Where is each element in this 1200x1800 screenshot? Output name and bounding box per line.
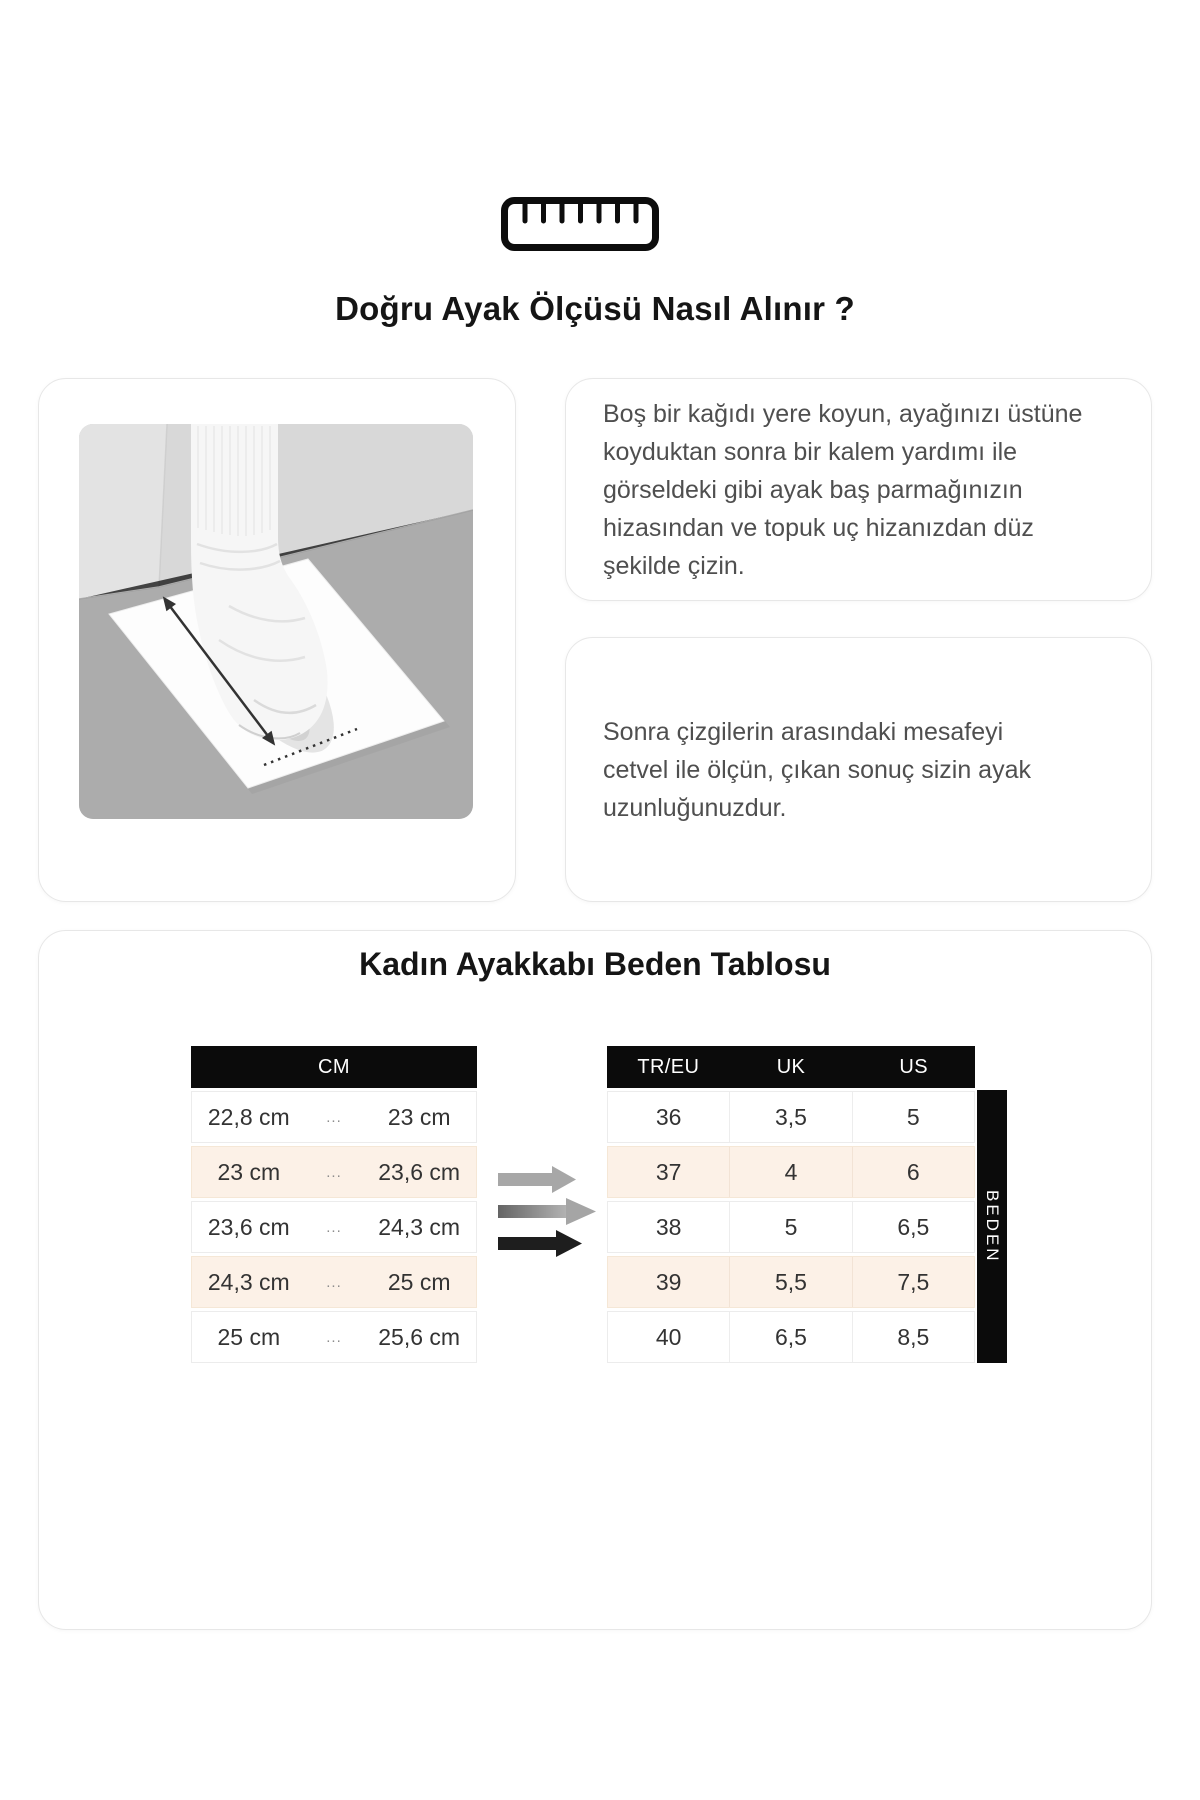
us-cell: 5 bbox=[852, 1092, 974, 1142]
cm-from-cell: 22,8 cm bbox=[207, 1103, 290, 1130]
instruction-box-1 bbox=[565, 378, 1152, 601]
table-row bbox=[607, 1201, 975, 1253]
instruction-line: cetvel ile ölçün, çıkan sonuç sizin ayak bbox=[603, 755, 1031, 784]
cm-to-cell: 23,6 cm bbox=[378, 1158, 461, 1185]
size-table-title: Kadın Ayakkabı Beden Tablosu bbox=[359, 946, 831, 982]
size-table-header-row bbox=[607, 1046, 975, 1088]
instruction-line: uzunluğunuzdur. bbox=[603, 793, 787, 822]
table-row bbox=[607, 1146, 975, 1198]
table-row bbox=[191, 1256, 477, 1308]
us-cell: 6,5 bbox=[852, 1202, 974, 1252]
column-header-tr-eu: TR/EU bbox=[637, 1055, 700, 1078]
size-conversion-table bbox=[607, 1046, 975, 1363]
range-separator: ... bbox=[326, 1108, 342, 1126]
table-row bbox=[191, 1311, 477, 1363]
uk-cell: 6,5 bbox=[729, 1312, 851, 1362]
instruction-box-2 bbox=[565, 637, 1152, 902]
column-header-uk: UK bbox=[776, 1055, 806, 1078]
arrow-dark bbox=[498, 1230, 582, 1257]
range-separator: ... bbox=[326, 1163, 342, 1181]
beden-label: BEDEN bbox=[983, 1189, 1002, 1264]
cm-table-header bbox=[191, 1046, 477, 1088]
arrow-light bbox=[498, 1166, 576, 1193]
cm-to-cell: 25 cm bbox=[387, 1268, 451, 1295]
instruction-line: görseldeki gibi ayak baş parmağınızın bbox=[603, 475, 1023, 504]
instruction-line: hizasından ve topuk uç hizanızdan düz bbox=[603, 513, 1034, 542]
cm-to-cell: 25,6 cm bbox=[378, 1323, 461, 1350]
cm-from-cell: 24,3 cm bbox=[207, 1268, 290, 1295]
tr-eu-cell: 37 bbox=[655, 1158, 682, 1185]
transfer-arrows-icon bbox=[498, 1160, 602, 1258]
ruler-icon-graphic bbox=[500, 196, 660, 252]
us-cell: 8,5 bbox=[852, 1312, 974, 1362]
wall-left bbox=[79, 424, 167, 599]
range-separator: ... bbox=[326, 1218, 342, 1236]
range-separator: ... bbox=[326, 1328, 342, 1346]
table-row bbox=[191, 1146, 477, 1198]
uk-cell: 5 bbox=[729, 1202, 851, 1252]
cm-to-cell: 24,3 cm bbox=[378, 1213, 461, 1240]
table-row bbox=[607, 1311, 975, 1363]
range-separator: ... bbox=[326, 1273, 342, 1291]
tr-eu-cell: 38 bbox=[655, 1213, 682, 1240]
uk-cell: 3,5 bbox=[729, 1092, 851, 1142]
foot-measurement-illustration bbox=[79, 424, 473, 819]
cm-range-table bbox=[191, 1046, 477, 1363]
foot-measurement-photo bbox=[79, 424, 473, 819]
table-row bbox=[191, 1201, 477, 1253]
cm-from-cell: 23 cm bbox=[217, 1158, 281, 1185]
page-title: Doğru Ayak Ölçüsü Nasıl Alınır ? bbox=[335, 290, 855, 327]
uk-cell: 4 bbox=[729, 1147, 851, 1197]
us-cell: 6 bbox=[852, 1147, 974, 1197]
table-row bbox=[607, 1256, 975, 1308]
table-row bbox=[191, 1091, 477, 1143]
instruction-line: Boş bir kağıdı yere koyun, ayağınızı üstüne bbox=[603, 399, 1083, 428]
us-cell: 7,5 bbox=[852, 1257, 974, 1307]
cm-from-cell: 23,6 cm bbox=[207, 1213, 290, 1240]
table-row bbox=[607, 1091, 975, 1143]
tr-eu-cell: 40 bbox=[655, 1323, 682, 1350]
beden-side-bar bbox=[977, 1090, 1007, 1363]
ruler-icon bbox=[500, 196, 660, 252]
column-header-cm: CM bbox=[318, 1055, 350, 1078]
tr-eu-cell: 39 bbox=[655, 1268, 682, 1295]
tr-eu-cell: 36 bbox=[655, 1103, 682, 1130]
instruction-line: Sonra çizgilerin arasındaki mesafeyi bbox=[603, 717, 1004, 746]
instruction-line: koyduktan sonra bir kalem yardımı ile bbox=[603, 437, 1018, 466]
cm-to-cell: 23 cm bbox=[387, 1103, 451, 1130]
arrow-gradient bbox=[498, 1198, 596, 1225]
column-header-us: US bbox=[899, 1055, 928, 1078]
instruction-line: şekilde çizin. bbox=[603, 551, 745, 580]
cm-from-cell: 25 cm bbox=[217, 1323, 281, 1350]
uk-cell: 5,5 bbox=[729, 1257, 851, 1307]
howto-image-card bbox=[38, 378, 516, 902]
